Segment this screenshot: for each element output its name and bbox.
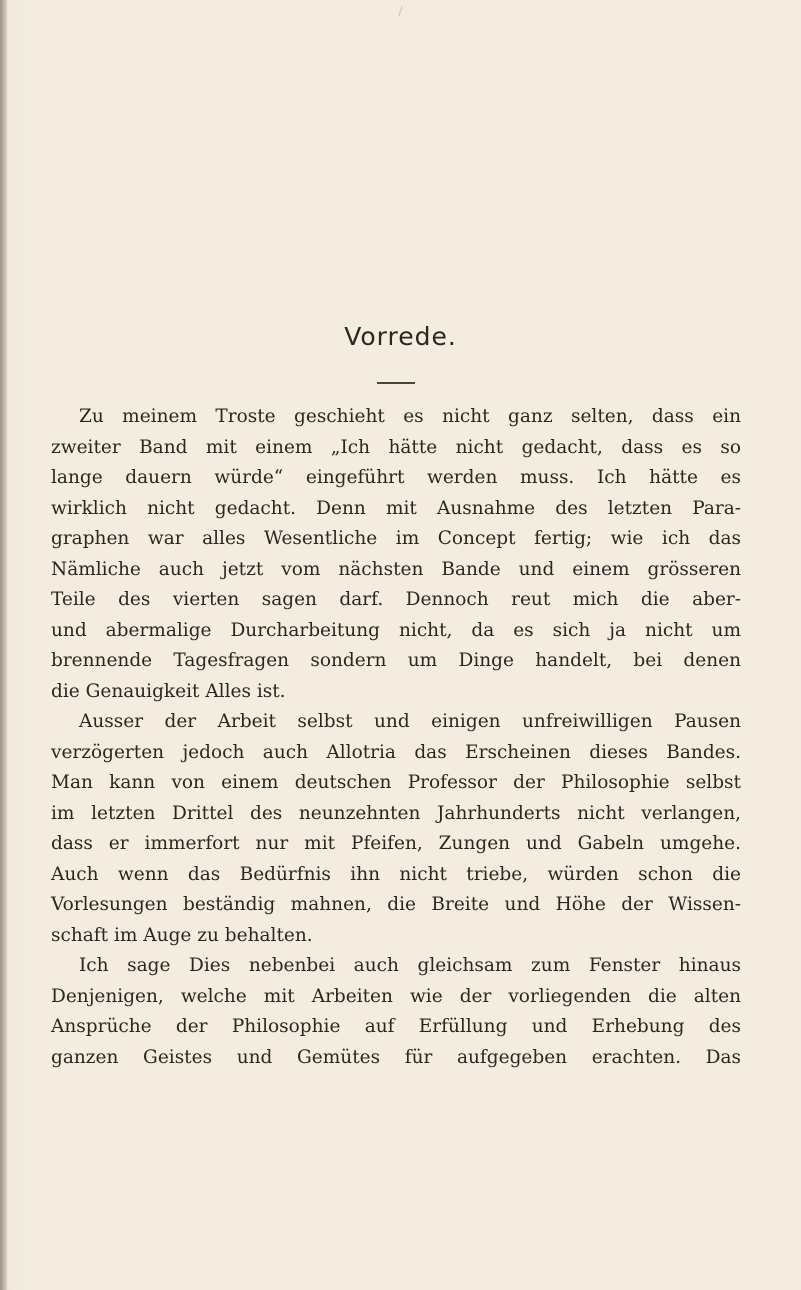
title-divider — [377, 382, 415, 384]
text-line: Man kann von einem deutschen Professor der Philosophie selbst — [51, 772, 741, 793]
text-line: graphen war alles Wesentliche im Concept fertig; wie ich das — [51, 528, 741, 549]
text-line: Denjenigen, welche mit Arbeiten wie der vorliegenden die alten — [51, 985, 741, 1007]
text-line: Ich sage Dies nebenbei auch gleichsam zum Fenster hinaus — [79, 955, 741, 976]
preface-text — [51, 402, 741, 1073]
text-line: verzögerten jedoch auch Allotria das Erscheinen dieses Bandes. — [51, 741, 741, 763]
text-line: die Genauigkeit Alles ist. — [51, 680, 286, 702]
text-line: brennende Tagesfragen sondern um Dinge handelt, bei denen — [51, 650, 741, 671]
text-line: Vorlesungen beständig mahnen, die Breite und Höhe der Wissen- — [51, 894, 741, 915]
text-line: dass er immerfort nur mit Pfeifen, Zungen und Gabeln umgehe. — [51, 833, 741, 854]
text-line: ganzen Geistes und Gemütes für aufgegeben erachten. Das — [51, 1046, 741, 1068]
page-spine-edge — [0, 0, 7, 1290]
text-line: Auch wenn das Bedürfnis ihn nicht triebe, würden schon die — [51, 863, 741, 885]
text-line: lange dauern würde“ eingeführt werden muss. Ich hätte es — [51, 467, 741, 488]
text-line: Nämliche auch jetzt vom nächsten Bande und einem grösseren — [51, 558, 741, 580]
text-line: zweiter Band mit einem „Ich hätte nicht gedacht, dass es so — [51, 436, 741, 458]
text-line: wirklich nicht gedacht. Denn mit Ausnahme des letzten Para- — [51, 497, 741, 519]
text-line: Zu meinem Troste geschieht es nicht ganz selten, dass ein — [79, 406, 741, 427]
text-line: im letzten Drittel des neunzehnten Jahrhunderts nicht verlangen, — [51, 802, 741, 824]
text-line: schaft im Auge zu behalten. — [51, 924, 313, 946]
text-line: und abermalige Durcharbeitung nicht, da es sich ja nicht um — [51, 619, 741, 641]
text-line: Ausser der Arbeit selbst und einigen unfreiwilligen Pausen — [79, 711, 741, 732]
text-line: Ansprüche der Philosophie auf Erfüllung und Erhebung des — [51, 1016, 741, 1037]
pencil-mark — [398, 6, 402, 16]
page-title: Vorrede. — [344, 322, 457, 351]
text-line: Teile des vierten sagen darf. Dennoch reut mich die aber- — [51, 589, 741, 610]
